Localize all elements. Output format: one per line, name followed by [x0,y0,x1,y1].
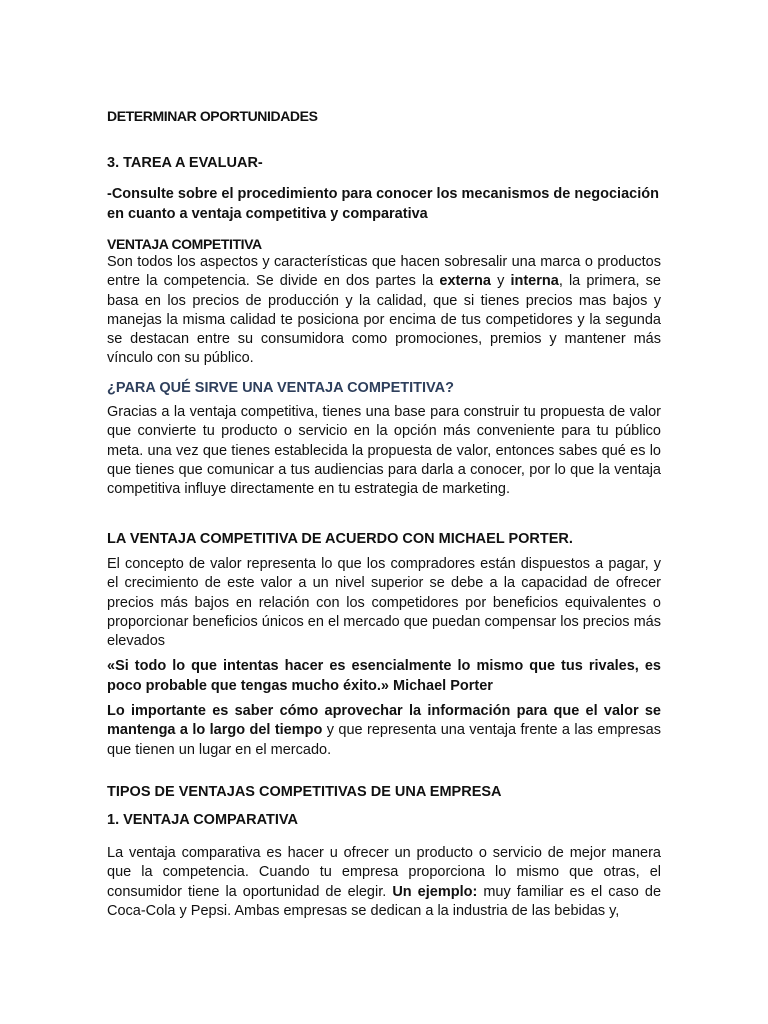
bold-phrase: Lo importante es saber cómo aprovechar la información para que el valor se mantenga a lo largo del tiempo [107,703,661,739]
paragraph [107,702,661,760]
text-run: muy familiar es el caso de Coca-Cola y Pepsi. Ambas empresas se dedican a la industria de las bebidas y, [107,883,662,919]
section-heading: ¿PARA QUÉ SIRVE UNA VENTAJA COMPETITIVA? [107,380,454,396]
text-run: y que representa una ventaja frente a las empresas que tienen un lugar en el mercado. [107,722,661,758]
bold-term: interna [510,273,559,290]
paragraph: El concepto de valor representa lo que los compradores están dispuestos a pagar, y el crecimiento de este valor a un nivel superior se debe a la capacidad de ofrecer precios más bajos en relación con los competidores por beneficios equivalentes o proporcionar beneficios únicos en el mercado que puedan compensar los precios más elevados [107,556,661,650]
section-tipos [107,782,661,921]
task-instruction: -Consulte sobre el procedimiento para conocer los mecanismos de negociación en cuanto a ventaja competitiva y comparativa [107,186,659,222]
bold-term: externa [439,273,491,290]
section-heading: TIPOS DE VENTAJAS COMPETITIVAS DE UNA EMPRESA [107,784,502,800]
bold-term: Un ejemplo: [392,883,478,900]
document-title: DETERMINAR OPORTUNIDADES [107,108,318,124]
section-heading: LA VENTAJA COMPETITIVA DE ACUERDO CON MICHAEL PORTER. [107,531,573,547]
text-run: y [490,273,511,290]
section-porter [107,529,661,760]
paragraph [107,253,661,369]
task-heading: 3. TAREA A EVALUAR- [107,155,263,171]
text-run: Son todos los aspectos y características que hacen sobresalir una marca o productos entre la competencia. Se divide en dos partes la [107,254,661,290]
sub-heading: 1. VENTAJA COMPARATIVA [107,812,298,828]
section-para-que-sirve [107,378,661,499]
section-ventaja-competitiva [107,235,661,369]
paragraph: Gracias a la ventaja competitiva, tienes una base para construir tu propuesta de valor que convierte tu producto o servicio en la opción más conveniente para tu público meta. una vez que tienes establecida la propuesta de valor, entonces sabes qué es lo que tienes que comunicar a tus audiencias para darla a conocer, por lo que la ventaja competitiva influye directamente en tu estrategia de marketing. [107,404,661,498]
text-run: La ventaja comparativa es hacer u ofrecer un producto o servicio de mejor manera que la competencia. Cuando tu empresa proporciona lo mismo que otras, el consumidor tiene la oportunidad de elegir. [107,845,661,900]
section-heading: VENTAJA COMPETITIVA [107,236,262,252]
text-run: , la primera, se basa en los precios de producción y la calidad, que si tienes precios mas bajos y manejas la misma calidad te posiciona por encima de tus competidores y la segunda se destacan entre su consumidora como promociones, premios y mantener más vínculo con su público. [107,273,661,367]
quote: «Si todo lo que intentas hacer es esencialmente lo mismo que tus rivales, es poco probable que tengas mucho éxito.» Michael Porter [107,658,661,694]
paragraph [107,844,661,921]
